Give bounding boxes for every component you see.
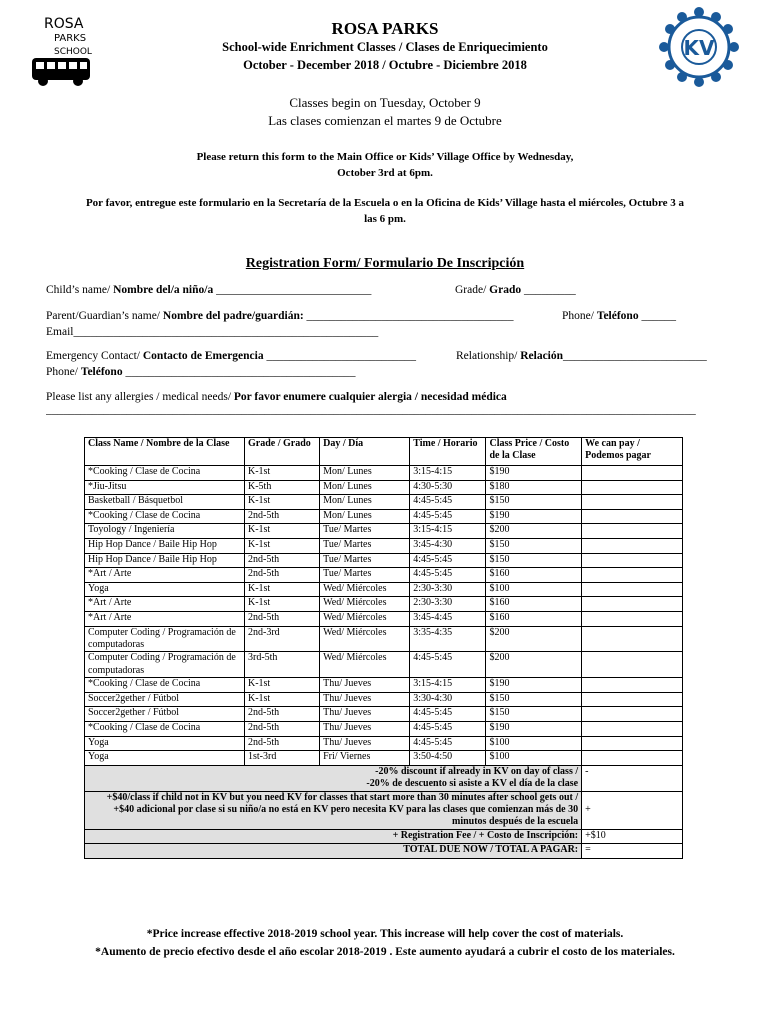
parent-phone-label-es: Teléfono bbox=[596, 310, 639, 322]
price-cell: $160 bbox=[486, 597, 582, 612]
grade-cell: 2nd-3rd bbox=[244, 626, 319, 652]
grade-cell: 2nd-5th bbox=[244, 736, 319, 751]
table-row bbox=[85, 678, 683, 693]
emergency-contact-label: Emergency Contact/ bbox=[46, 350, 143, 362]
we-can-pay-cell[interactable] bbox=[582, 524, 683, 539]
table-row bbox=[85, 597, 683, 612]
class-name-cell: *Cooking / Clase de Cocina bbox=[85, 678, 245, 693]
parent-name-label-es: Nombre del padre/guardián: bbox=[162, 310, 304, 322]
time-cell: 4:30-5:30 bbox=[410, 480, 486, 495]
class-name-cell: *Art / Arte bbox=[85, 597, 245, 612]
relationship-field[interactable] bbox=[456, 350, 707, 362]
we-can-pay-cell[interactable] bbox=[582, 751, 683, 766]
discount-en: -20% discount if already in KV on day of class / bbox=[375, 765, 579, 777]
class-name-cell: Yoga bbox=[85, 736, 245, 751]
grade-label-es: Grado bbox=[489, 284, 522, 296]
price-cell: $150 bbox=[486, 538, 582, 553]
time-cell: 4:45-5:45 bbox=[410, 509, 486, 524]
kv-fee-es: +$40 adicional por clase si su niño/a no está en KV pero necesita KV para las clases que comienzan más de 30 minutos después de la escuela bbox=[113, 803, 579, 828]
we-can-pay-cell[interactable] bbox=[582, 568, 683, 583]
grade-cell: 2nd-5th bbox=[244, 568, 319, 583]
grade-cell: K-1st bbox=[244, 495, 319, 510]
grade-cell: 2nd-5th bbox=[244, 611, 319, 626]
subtitle: School-wide Enrichment Classes / Clases de Enriquecimiento bbox=[222, 40, 548, 54]
class-name-cell: *Cooking / Clase de Cocina bbox=[85, 721, 245, 736]
header-we-can-pay: We can pay / Podemos pagar bbox=[582, 438, 683, 466]
total-row bbox=[85, 844, 683, 859]
class-name-cell: Yoga bbox=[85, 582, 245, 597]
kv-fee-text bbox=[85, 791, 582, 829]
relationship-label-es: Relación bbox=[520, 350, 564, 362]
allergies-label: Please list any allergies / medical needs/ bbox=[46, 391, 234, 403]
we-can-pay-cell[interactable] bbox=[582, 466, 683, 481]
table-row bbox=[85, 736, 683, 751]
table-row bbox=[85, 582, 683, 597]
day-cell: Thu/ Jueves bbox=[320, 678, 410, 693]
time-cell: 2:30-3:30 bbox=[410, 582, 486, 597]
we-can-pay-cell[interactable] bbox=[582, 509, 683, 524]
total-label: TOTAL DUE NOW / TOTAL A PAGAR: bbox=[85, 844, 582, 859]
table-row bbox=[85, 611, 683, 626]
grade-cell: K-5th bbox=[244, 480, 319, 495]
kv-fee-row bbox=[85, 791, 683, 829]
table-row bbox=[85, 509, 683, 524]
allergies-blank: _________________________________________________________________________________________________________________ bbox=[46, 404, 696, 416]
grade-cell: K-1st bbox=[244, 582, 319, 597]
emergency-phone-field[interactable] bbox=[46, 366, 355, 378]
we-can-pay-cell[interactable] bbox=[582, 495, 683, 510]
price-cell: $200 bbox=[486, 524, 582, 539]
table-header-row bbox=[85, 438, 683, 466]
emergency-contact-label-es: Contacto de Emergencia bbox=[142, 350, 264, 362]
class-name-cell: Toyology / Ingeniería bbox=[85, 524, 245, 539]
table-row bbox=[85, 553, 683, 568]
price-cell: $150 bbox=[486, 692, 582, 707]
day-cell: Wed/ Miércoles bbox=[320, 626, 410, 652]
price-cell: $160 bbox=[486, 568, 582, 583]
grade-cell: K-1st bbox=[244, 538, 319, 553]
grade-cell: 3rd-5th bbox=[244, 652, 319, 678]
price-cell: $100 bbox=[486, 736, 582, 751]
time-cell: 3:30-4:30 bbox=[410, 692, 486, 707]
time-cell: 4:45-5:45 bbox=[410, 721, 486, 736]
day-cell: Mon/ Lunes bbox=[320, 509, 410, 524]
we-can-pay-cell[interactable] bbox=[582, 721, 683, 736]
classes-table bbox=[84, 437, 683, 859]
grade-cell: 2nd-5th bbox=[244, 707, 319, 722]
grade-cell: K-1st bbox=[244, 678, 319, 693]
grade-cell: K-1st bbox=[244, 466, 319, 481]
time-cell: 3:50-4:50 bbox=[410, 751, 486, 766]
price-cell: $190 bbox=[486, 509, 582, 524]
we-can-pay-cell[interactable] bbox=[582, 538, 683, 553]
logo-text-parks: PARKS bbox=[54, 33, 87, 44]
time-cell: 4:45-5:45 bbox=[410, 707, 486, 722]
parent-name-blank: ____________________________________ bbox=[303, 310, 514, 322]
time-cell: 3:35-4:35 bbox=[410, 626, 486, 652]
we-can-pay-cell[interactable] bbox=[582, 736, 683, 751]
time-cell: 2:30-3:30 bbox=[410, 597, 486, 612]
day-cell: Tue/ Martes bbox=[320, 538, 410, 553]
class-name-cell: Hip Hop Dance / Baile Hip Hop bbox=[85, 553, 245, 568]
time-cell: 3:45-4:30 bbox=[410, 538, 486, 553]
we-can-pay-cell[interactable] bbox=[582, 626, 683, 652]
grade-field[interactable] bbox=[455, 284, 576, 296]
grade-cell: 1st-3rd bbox=[244, 751, 319, 766]
table-row bbox=[85, 707, 683, 722]
class-name-cell: *Jiu-Jitsu bbox=[85, 480, 245, 495]
grade-cell: K-1st bbox=[244, 597, 319, 612]
class-name-cell: Soccer2gether / Fútbol bbox=[85, 692, 245, 707]
day-cell: Tue/ Martes bbox=[320, 553, 410, 568]
day-cell: Thu/ Jueves bbox=[320, 721, 410, 736]
relationship-blank: _________________________ bbox=[563, 350, 707, 362]
time-cell: 4:45-5:45 bbox=[410, 568, 486, 583]
time-cell: 3:15-4:15 bbox=[410, 678, 486, 693]
total-value[interactable]: = bbox=[582, 844, 683, 859]
email-blank: _____________________________________________________ bbox=[73, 326, 379, 338]
logo-text-rosa: ROSA bbox=[44, 16, 84, 32]
grade-label: Grade/ bbox=[455, 284, 490, 296]
day-cell: Wed/ Miércoles bbox=[320, 611, 410, 626]
we-can-pay-cell[interactable] bbox=[582, 480, 683, 495]
emergency-phone-label-es: Teléfono bbox=[80, 366, 123, 378]
class-name-cell: Hip Hop Dance / Baile Hip Hop bbox=[85, 538, 245, 553]
grade-cell: K-1st bbox=[244, 692, 319, 707]
we-can-pay-cell[interactable] bbox=[582, 597, 683, 612]
discount-row bbox=[85, 765, 683, 791]
grade-cell: K-1st bbox=[244, 524, 319, 539]
we-can-pay-cell[interactable] bbox=[582, 652, 683, 678]
we-can-pay-cell[interactable] bbox=[582, 707, 683, 722]
class-name-cell: *Art / Arte bbox=[85, 611, 245, 626]
logo-text-school: SCHOOL bbox=[54, 47, 92, 57]
return-instructions-es: Por favor, entregue este formulario en la Secretaría de la Escuela o en la Oficina de Kids’ Village hasta el miércoles, Octubre 3 a las 6 pm. bbox=[85, 197, 685, 225]
time-cell: 3:15-4:15 bbox=[410, 524, 486, 539]
registration-fee-row bbox=[85, 829, 683, 844]
price-note-en: *Price increase effective 2018-2019 school year. This increase will help cover the cost of materials. bbox=[146, 928, 624, 940]
relationship-label: Relationship/ bbox=[456, 350, 521, 362]
grade-cell: 2nd-5th bbox=[244, 509, 319, 524]
day-cell: Thu/ Jueves bbox=[320, 692, 410, 707]
grade-cell: 2nd-5th bbox=[244, 721, 319, 736]
header-day: Day / Día bbox=[320, 438, 410, 466]
day-cell: Fri/ Viernes bbox=[320, 751, 410, 766]
day-cell: Mon/ Lunes bbox=[320, 480, 410, 495]
day-cell: Wed/ Miércoles bbox=[320, 582, 410, 597]
parent-name-label: Parent/Guardian’s name/ bbox=[46, 310, 163, 322]
time-cell: 4:45-5:45 bbox=[410, 652, 486, 678]
header-time: Time / Horario bbox=[410, 438, 486, 466]
kv-fee-en: +$40/class if child not in KV but you need KV for classes that start more than 30 minutes after school gets out / bbox=[106, 791, 579, 803]
day-cell: Thu/ Jueves bbox=[320, 736, 410, 751]
child-name-field[interactable] bbox=[46, 284, 371, 296]
class-name-cell: Computer Coding / Programación de computadoras bbox=[85, 652, 245, 678]
header-price: Class Price / Costo de la Clase bbox=[486, 438, 582, 466]
time-cell: 3:15-4:15 bbox=[410, 466, 486, 481]
form-title: Registration Form/ Formulario De Inscripción bbox=[245, 256, 525, 271]
price-note-es: *Aumento de precio efectivo desde el año escolar 2018-2019 . Este aumento ayudará a cubrir el costo de los materiales. bbox=[95, 946, 675, 958]
emergency-contact-field[interactable] bbox=[46, 350, 416, 362]
parent-phone-label: Phone/ bbox=[562, 310, 597, 322]
price-cell: $150 bbox=[486, 707, 582, 722]
table-row bbox=[85, 751, 683, 766]
we-can-pay-cell[interactable] bbox=[582, 611, 683, 626]
parent-phone-field[interactable] bbox=[562, 310, 676, 322]
class-name-cell: Yoga bbox=[85, 751, 245, 766]
parent-name-field[interactable] bbox=[46, 310, 514, 322]
price-cell: $190 bbox=[486, 466, 582, 481]
time-cell: 4:45-5:45 bbox=[410, 736, 486, 751]
parent-phone-blank: ______ bbox=[638, 310, 676, 322]
day-cell: Tue/ Martes bbox=[320, 568, 410, 583]
table-row bbox=[85, 466, 683, 481]
table-row bbox=[85, 626, 683, 652]
discount-es: -20% de descuento si asiste a KV el día de la clase bbox=[366, 778, 579, 790]
we-can-pay-cell[interactable] bbox=[582, 582, 683, 597]
we-can-pay-cell[interactable] bbox=[582, 553, 683, 568]
price-cell: $200 bbox=[486, 626, 582, 652]
we-can-pay-cell[interactable] bbox=[582, 678, 683, 693]
price-cell: $190 bbox=[486, 678, 582, 693]
table-row bbox=[85, 538, 683, 553]
we-can-pay-cell[interactable] bbox=[582, 692, 683, 707]
header-class-name: Class Name / Nombre de la Clase bbox=[85, 438, 245, 466]
grade-cell: 2nd-5th bbox=[244, 553, 319, 568]
grade-blank: _________ bbox=[521, 284, 576, 296]
child-name-label-es: Nombre del/a niño/a bbox=[113, 284, 214, 296]
price-cell: $160 bbox=[486, 611, 582, 626]
email-label: Email bbox=[46, 326, 74, 338]
class-name-cell: Basketball / Básquetbol bbox=[85, 495, 245, 510]
class-name-cell: *Cooking / Clase de Cocina bbox=[85, 466, 245, 481]
email-field[interactable] bbox=[46, 326, 378, 338]
allergies-field[interactable] bbox=[46, 391, 507, 403]
price-cell: $200 bbox=[486, 652, 582, 678]
kv-logo-text: KV bbox=[683, 36, 715, 60]
day-cell: Wed/ Miércoles bbox=[320, 652, 410, 678]
kv-fee-pay-cell[interactable]: + bbox=[582, 791, 683, 829]
class-name-cell: *Art / Arte bbox=[85, 568, 245, 583]
table-row bbox=[85, 495, 683, 510]
day-cell: Wed/ Miércoles bbox=[320, 597, 410, 612]
day-cell: Mon/ Lunes bbox=[320, 466, 410, 481]
child-name-blank: ___________________________ bbox=[213, 284, 372, 296]
return-instructions-en: Please return this form to the Main Office or Kids’ Village Office by Wednesday, October 3rd at 6pm. bbox=[196, 151, 574, 179]
page-title: ROSA PARKS bbox=[331, 19, 439, 38]
time-cell: 3:45-4:45 bbox=[410, 611, 486, 626]
class-name-cell: Computer Coding / Programación de computadoras bbox=[85, 626, 245, 652]
price-cell: $150 bbox=[486, 495, 582, 510]
price-cell: $180 bbox=[486, 480, 582, 495]
emergency-phone-blank: ________________________________________ bbox=[122, 366, 356, 378]
time-cell: 4:45-5:45 bbox=[410, 553, 486, 568]
table-row bbox=[85, 524, 683, 539]
emergency-contact-blank: __________________________ bbox=[263, 350, 416, 362]
session-dates: October - December 2018 / Octubre - Diciembre 2018 bbox=[243, 58, 527, 72]
price-cell: $150 bbox=[486, 553, 582, 568]
registration-fee-label: + Registration Fee / + Costo de Inscripción: bbox=[85, 829, 582, 844]
table-row bbox=[85, 568, 683, 583]
header-grade: Grade / Grado bbox=[244, 438, 319, 466]
classes-begin-es: Las clases comienzan el martes 9 de Octubre bbox=[268, 113, 502, 128]
allergies-label-es: Por favor enumere cualquier alergia / necesidad médica bbox=[233, 391, 507, 403]
table-row bbox=[85, 652, 683, 678]
class-name-cell: Soccer2gether / Fútbol bbox=[85, 707, 245, 722]
price-cell: $100 bbox=[486, 582, 582, 597]
day-cell: Thu/ Jueves bbox=[320, 707, 410, 722]
price-cell: $100 bbox=[486, 751, 582, 766]
classes-begin-en: Classes begin on Tuesday, October 9 bbox=[289, 95, 481, 110]
class-name-cell: *Cooking / Clase de Cocina bbox=[85, 509, 245, 524]
time-cell: 4:45-5:45 bbox=[410, 495, 486, 510]
registration-fee-value[interactable]: +$10 bbox=[582, 829, 683, 844]
day-cell: Tue/ Martes bbox=[320, 524, 410, 539]
discount-pay-cell[interactable]: - bbox=[582, 765, 683, 791]
table-row bbox=[85, 480, 683, 495]
price-cell: $190 bbox=[486, 721, 582, 736]
emergency-phone-label: Phone/ bbox=[46, 366, 81, 378]
day-cell: Mon/ Lunes bbox=[320, 495, 410, 510]
child-name-label: Child’s name/ bbox=[46, 284, 114, 296]
discount-text bbox=[85, 765, 582, 791]
table-row bbox=[85, 721, 683, 736]
table-row bbox=[85, 692, 683, 707]
